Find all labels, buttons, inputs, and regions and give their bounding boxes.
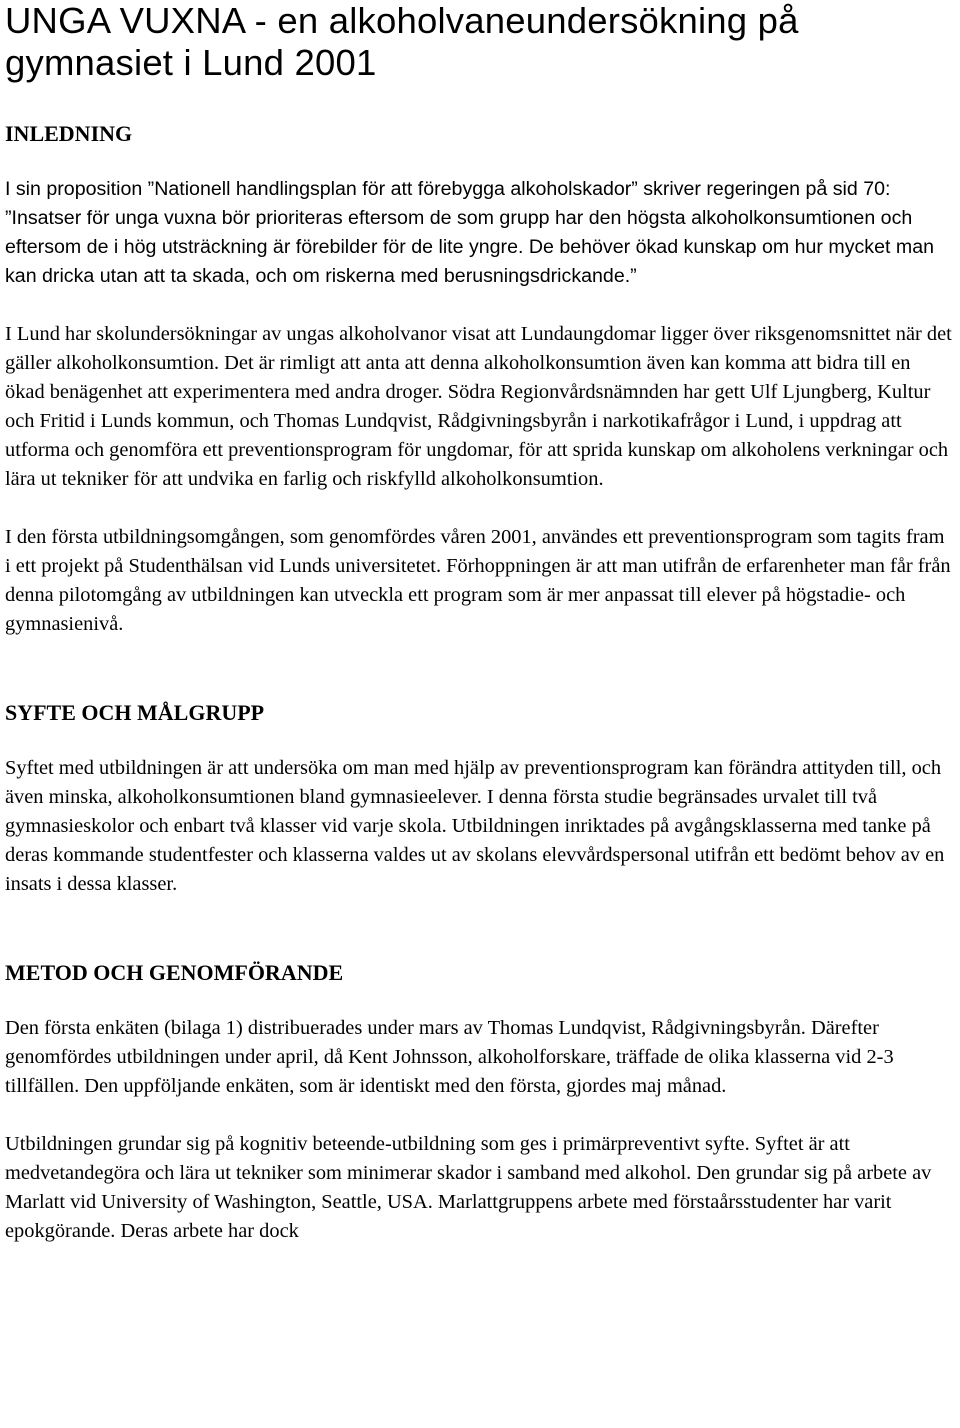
document-title: UNGA VUXNA - en alkoholvaneundersökning på gymnasiet i Lund 2001 <box>5 0 799 83</box>
paragraph-inledning-2: I Lund har skolundersökningar av ungas alkoholvanor visat att Lundaungdomar ligger över riksgenomsnittet när det gäller alkoholkonsumtion. Det är rimligt att anta att denna alkoholkonsumtion även kan komma att bidra till en ökad benägenhet att experimentera med andra droger. Södra Regionvårdsnämnden har gett Ulf Ljungberg, Kultur och Fritid i Lunds kommun, och Thomas Lundqvist, Rådgivningsbyrån i narkotikafrågor i Lund, i uppdrag att utforma och genomföra ett preventionsprogram för ungdomar, för att sprida kunskap om alkoholens verkningar och lära ut tekniker för att undvika en farlig och riskfylld alkoholkonsumtion. <box>5 323 952 490</box>
paragraph-metod-2: Utbildningen grundar sig på kognitiv beteende-utbildning som ges i primärpreventivt syfte. Syftet är att medvetandegöra och lära ut tekniker som minimerar skador i samband med alkohol. Den grundar sig på arbete av Marlatt vid University of Washington, Seattle, USA. Marlattgruppens arbete med förstaårsstudenter har varit epokgörande. Deras arbete har dock <box>5 1133 932 1242</box>
paragraph-inledning-3: I den första utbildningsomgången, som genomfördes våren 2001, användes ett preventionsprogram som tagits fram i ett projekt på Studenthälsan vid Lunds universitetet. Förhoppningen är att man utifrån de erfarenheter man får från denna pilotomgång av utbildningen kan utveckla ett program som är mer anpassat till elever på högstadie- och gymnasienivå. <box>5 526 951 635</box>
section-heading-inledning: INLEDNING <box>5 121 133 146</box>
paragraph-syfte-1: Syftet med utbildningen är att undersöka om man med hjälp av preventionsprogram kan förändra attityden till, och även minska, alkoholkonsumtionen bland gymnasieelever. I denna första studie begränsades urvalet till två gymnasieskolor och enbart två klasser vid varje skola. Utbildningen inriktades på avgångsklasserna med tanke på deras kommande studentfester och klasserna valdes ut av skolans elevvårdspersonal utifrån ett bedömt behov av en insats i dessa klasser. <box>5 757 945 895</box>
section-heading-metod: METOD OCH GENOMFÖRANDE <box>5 960 344 985</box>
paragraph-metod-1: Den första enkäten (bilaga 1) distribuerades under mars av Thomas Lundqvist, Rådgivningsbyrån. Därefter genomfördes utbildningen under april, då Kent Johnsson, alkoholforskare, träffade de olika klasserna vid 2-3 tillfällen. Den uppföljande enkäten, som är identiskt med den första, gjordes maj månad. <box>5 1017 894 1097</box>
paragraph-inledning-1: I sin proposition ”Nationell handlingsplan för att förebygga alkoholskador” skriver regeringen på sid 70: ”Insatser för unga vuxna bör prioriteras eftersom de som grupp har den högsta alkoholkonsumtionen och eftersom de i hög utsträckning är förebilder för de lite yngre. De behöver ökad kunskap om hur mycket man kan dricka utan att ta skada, och om riskerna med berusningsdrickande.” <box>5 178 934 287</box>
document-page <box>5 0 955 1246</box>
section-heading-syfte: SYFTE OCH MÅLGRUPP <box>5 700 265 725</box>
